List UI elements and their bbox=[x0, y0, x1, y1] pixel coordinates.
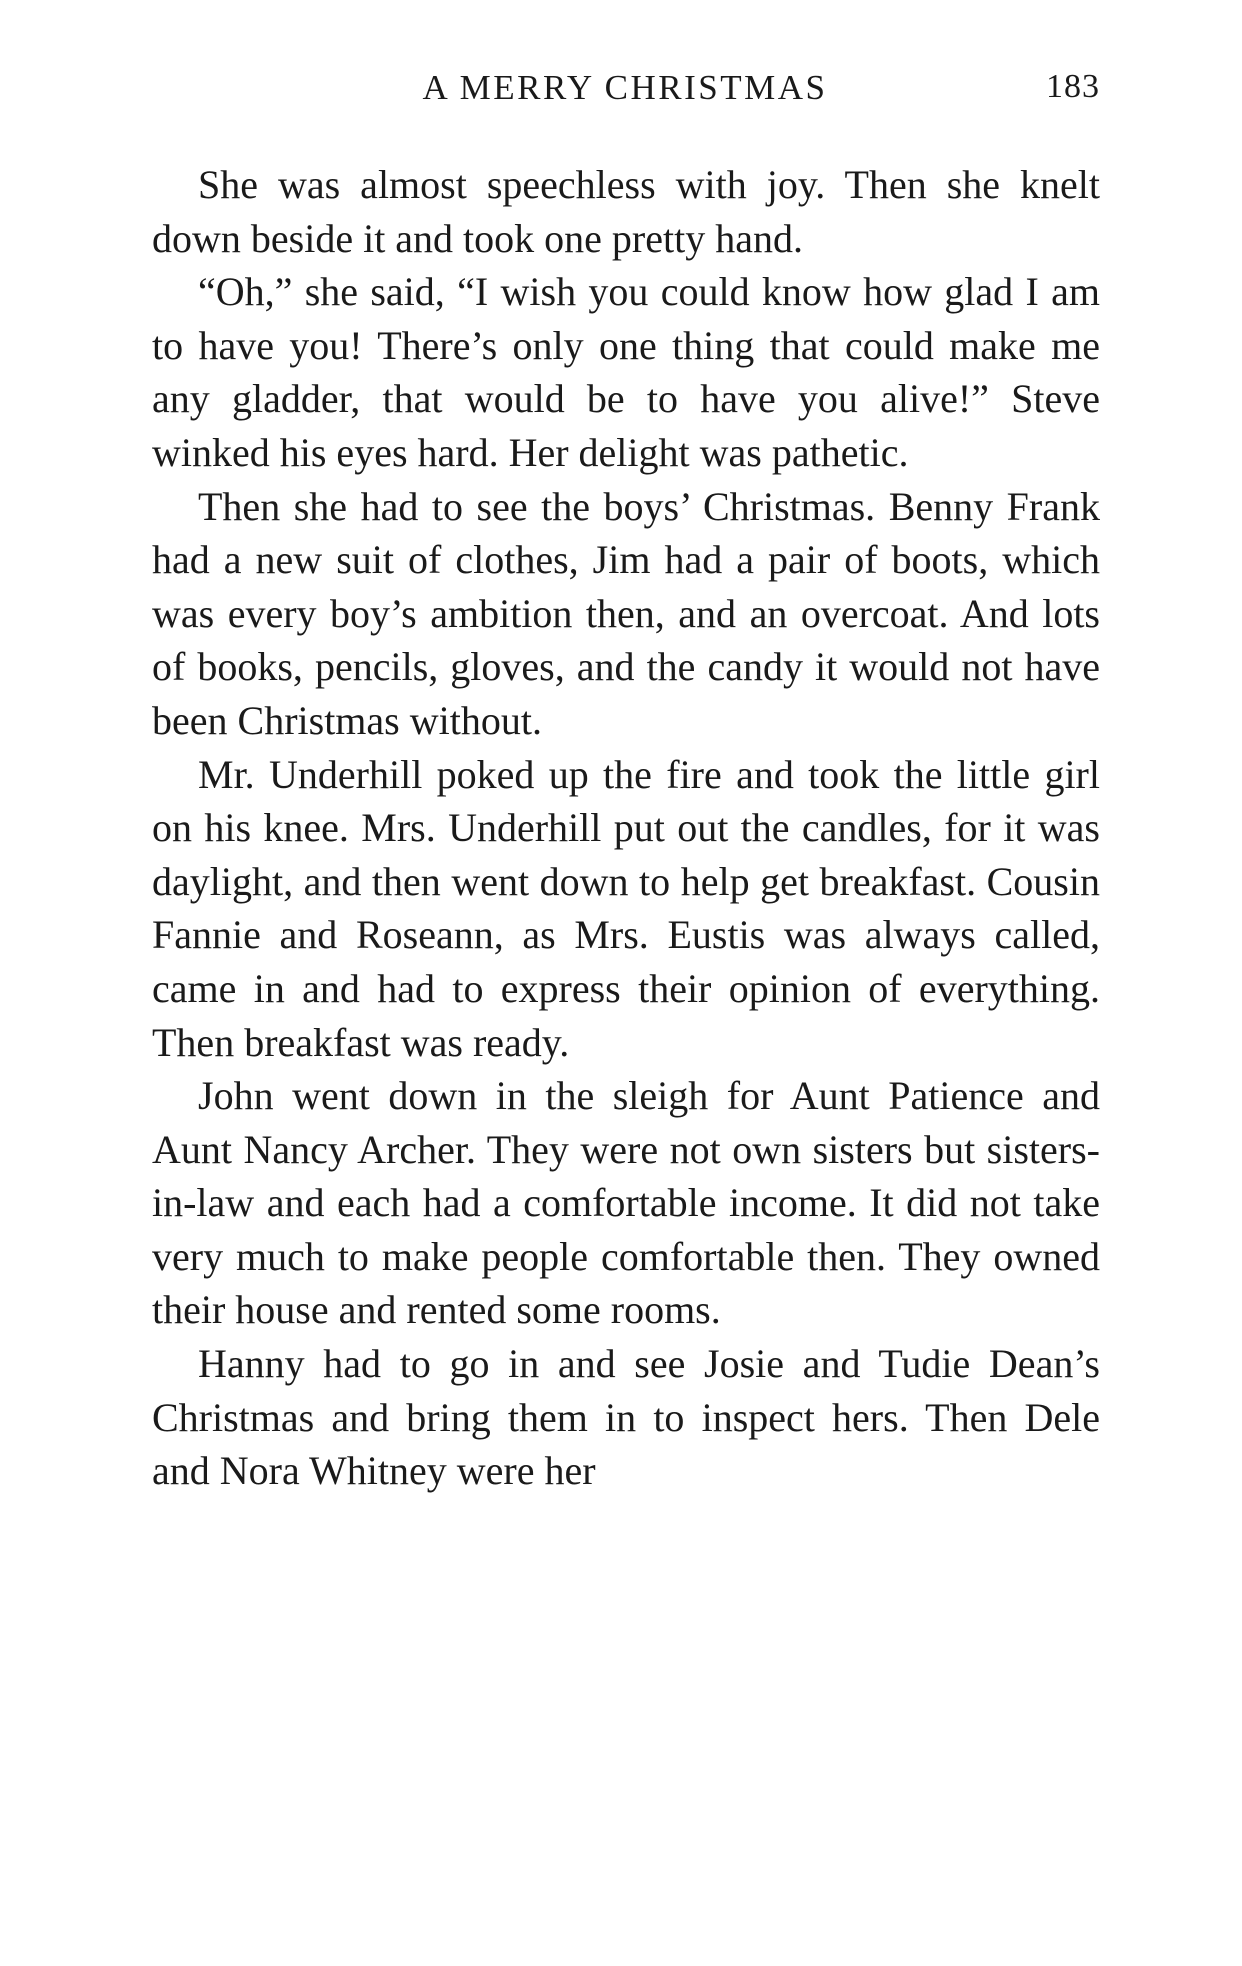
body-text bbox=[152, 158, 1100, 1498]
paragraph: “Oh,” she said, “I wish you could know how glad I am to have you! There’s only one thing that could make me any gladder, that would be to have you alive!” Steve winked his eyes hard. Her delight was pathetic. bbox=[152, 269, 1100, 475]
running-head bbox=[150, 68, 1100, 116]
paragraph: John went down in the sleigh for Aunt Patience and Aunt Nancy Archer. They were not own sisters but sisters-in-law and each had a comfortable income. It did not take very much to make people comfortable then. They owned their house and rented some rooms. bbox=[152, 1073, 1100, 1333]
page-number: 183 bbox=[1046, 68, 1100, 105]
paragraph: Then she had to see the boys’ Christmas. Benny Frank had a new suit of clothes, Jim had a pair of boots, which was every boy’s ambition then, and an overcoat. And lots of books, pencils, gloves, and the candy it would not have been Christmas without. bbox=[152, 483, 1100, 743]
running-title: A MERRY CHRISTMAS bbox=[422, 68, 828, 107]
paragraph: She was almost speechless with joy. Then she knelt down beside it and took one pretty hand. bbox=[152, 162, 1100, 261]
paragraph: Hanny had to go in and see Josie and Tudie Dean’s Christmas and bring them in to inspect hers. Then Dele and Nora Whitney were her bbox=[152, 1341, 1100, 1494]
paragraph: Mr. Underhill poked up the fire and took the little girl on his knee. Mrs. Underhill put out the candles, for it was daylight, and then went down to help get breakfast. Cousin Fannie and Roseann, as Mrs. Eustis was always called, came in and had to express their opinion of everything. Then breakfast was ready. bbox=[152, 751, 1100, 1065]
